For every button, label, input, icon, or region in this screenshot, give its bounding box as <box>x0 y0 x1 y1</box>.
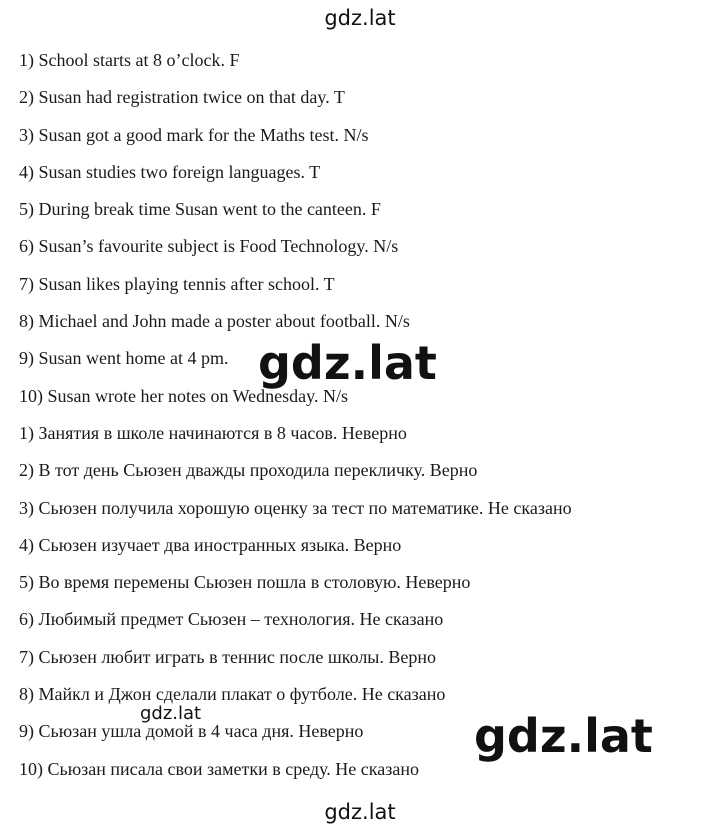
answer-line-en-7: 7) Susan likes playing tennis after school. T <box>19 273 335 294</box>
watermark-top: gdz.lat <box>324 6 396 30</box>
answer-line-en-8: 8) Michael and John made a poster about football. N/s <box>19 311 410 332</box>
answer-line-en-6: 6) Susan’s favourite subject is Food Technology. N/s <box>19 236 399 257</box>
answer-line-ru-3: 3) Сьюзен получила хорошую оценку за тест по математике. Не сказано <box>19 497 572 518</box>
answer-line-ru-8: 8) Майкл и Джон сделали плакат о футболе. Не сказано <box>19 684 446 705</box>
answer-line-en-2: 2) Susan had registration twice on that day. T <box>19 87 345 108</box>
answer-line-ru-9: 9) Сьюзан ушла домой в 4 часа дня. Неверно <box>19 721 364 742</box>
watermark-small: gdz.lat <box>140 703 202 724</box>
answer-line-en-3: 3) Susan got a good mark for the Maths test. N/s <box>19 124 369 145</box>
answer-line-en-9: 9) Susan went home at 4 pm. <box>19 348 229 369</box>
answer-line-ru-10: 10) Сьюзан писала свои заметки в среду. Не сказано <box>19 758 419 779</box>
answer-line-ru-6: 6) Любимый предмет Сьюзен – технология. Не сказано <box>19 609 444 630</box>
watermark-right: gdz.lat <box>474 709 653 763</box>
answer-line-en-10: 10) Susan wrote her notes on Wednesday. N/s <box>19 385 348 406</box>
answer-line-ru-7: 7) Сьюзен любит играть в теннис после школы. Верно <box>19 646 437 667</box>
answer-line-ru-1: 1) Занятия в школе начинаются в 8 часов. Неверно <box>19 422 407 443</box>
watermark-bottom: gdz.lat <box>324 800 396 824</box>
answer-line-ru-2: 2) В тот день Сьюзен дважды проходила перекличку. Верно <box>19 460 478 481</box>
answer-list <box>19 48 572 794</box>
answer-line-en-4: 4) Susan studies two foreign languages. T <box>19 161 321 182</box>
answer-line-en-1: 1) School starts at 8 o’clock. F <box>19 50 240 70</box>
watermark-middle: gdz.lat <box>258 336 437 390</box>
answer-line-ru-5: 5) Во время перемены Сьюзен пошла в столовую. Неверно <box>19 572 471 593</box>
answer-line-en-5: 5) During break time Susan went to the canteen. F <box>19 199 381 220</box>
answer-line-ru-4: 4) Сьюзен изучает два иностранных языка. Верно <box>19 534 402 555</box>
